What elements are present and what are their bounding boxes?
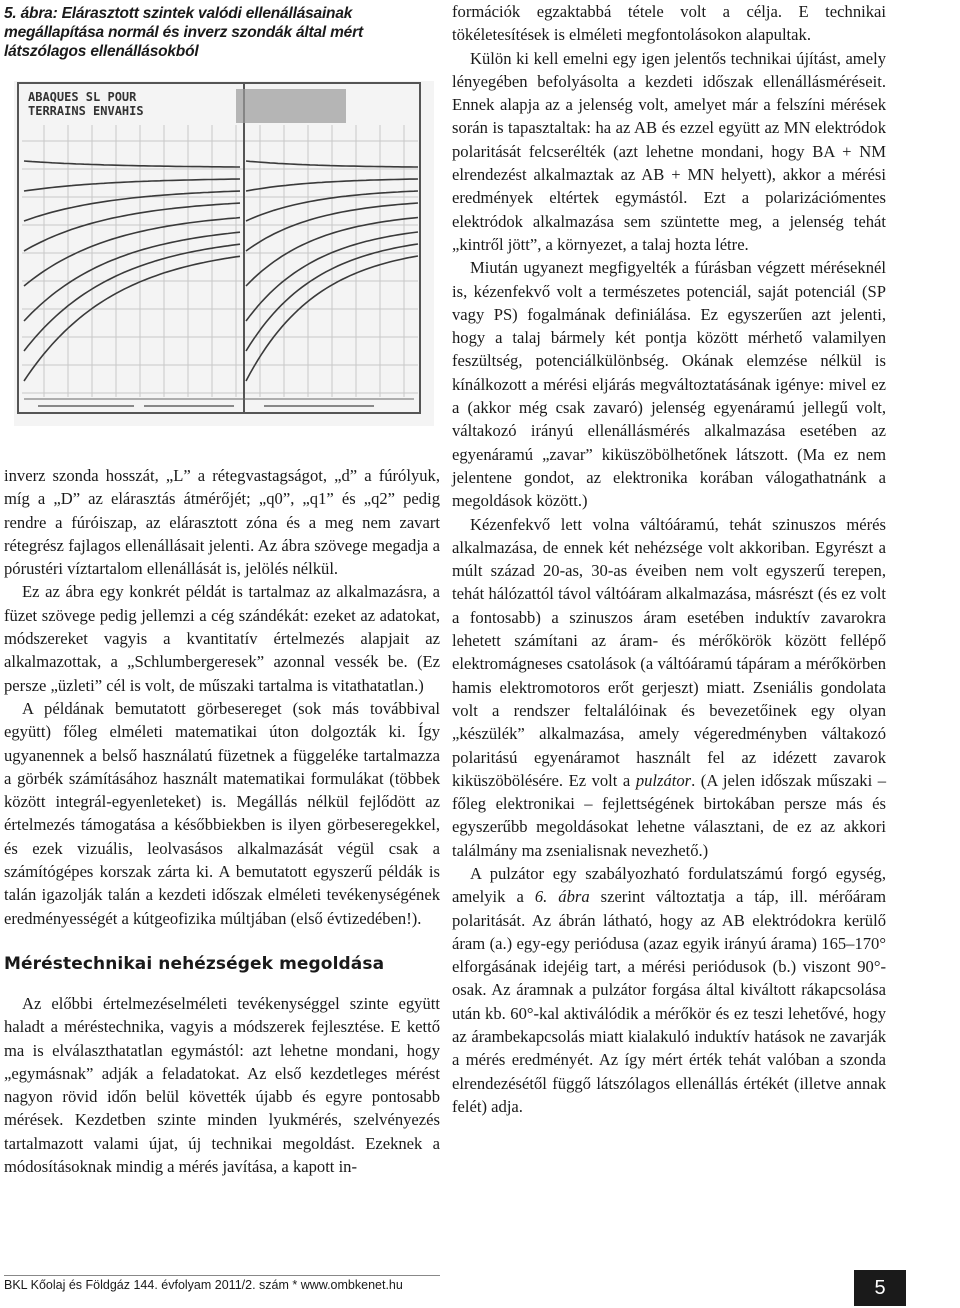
resistivity-chart-image (14, 81, 434, 426)
left-column (4, 0, 440, 1178)
left-paragraph-3: A példának bemutatott görbesereget (sok más továbbival együtt) főleg elméleti matematikai úton dolgozták ki. Így ugyanennek a belső használatú füzetnek a függeléke tartalmazza a görbék számításához használt matematikai formulákat (többek között integrál-egyenleteket) is. Megállás nélkül fejlődött az értelmezés támogatása a későbbiekben is ilyen görbeseregekkel, és ezek vizuális, leolvasásos alkalmazását végül csak a számítógépes korszak zárta ki. A bemutatott egyszerű példák is talán igazolják talán a kezdeti időszak elméleti tevékenységének eredményességét a kútgeofizika múltjában (első évtizedében!). (4, 698, 440, 928)
chart-header-line2: TERRAINS ENVAHIS (28, 104, 144, 118)
page-number: 5 (854, 1270, 906, 1306)
left-paragraph-4: Az előbbi értelmezéselméleti tevékenységgel szinte együtt haladt a méréstechnika, vagyis a módszerek fejlesztése. E kettő ma is elválaszthatatlan egymástól: azt lehetne mondani, hogy „egymásnak” adják a feladatokat. Az első kezdetleges mérést nagyon rövid időn belül követték újabb és egyre pontosabb mérések. Kezdetben szinte minden lyukmérés, szelvényezés tartalmazott valami újat, új technikai megoldást. Ezeknek a módosításoknak mindig a mérés javítása, a kapott in- (4, 993, 440, 1177)
page-footer: BKL Kőolaj és Földgáz 144. évfolyam 2011/2. szám * www.ombkenet.hu (4, 1275, 440, 1292)
pulzator-term: pulzátor (635, 770, 692, 790)
left-paragraph-2: Ez az ábra egy konkrét példát is tartalmaz az alkalmazásra, a füzet szövege pedig jellemzi a cég szándékát: ezeket az adatokat, módszereket vagyis a kvantitatív értelmezés alapjait az alkalmazottak, a „Schlumbergeresek” azonnal vessék be. (Ez persze „üzleti” cél is volt, de műszaki tartalma is vitathatatlan.) (4, 582, 440, 695)
section-heading: Méréstechnikai nehézségek megoldása (4, 953, 385, 974)
right-paragraph-4: Kézenfekvő lett volna váltóáramú, tehát szinuszos mérés alkalmazása, de ennek két nehézsége volt akkoriban. Egyrészt a múlt század 20-as, 30-as éveiben nem volt egyszerű terepen, tehát hálózattól távol váltóáram alkalmazása, másrészt (és ez volt a fontosabb) a szinuszos áram esetében induktív zavarokra lehetett számítani az áram- és mérőkörök között fellépő elektromágneses csatolások (a váltóáramú tápáram a mérőkörben hamis elektromotoros erőt gerjeszt) miatt. Zseniális gondolata volt a rendszer feltalálóinak és bevezetőinek egy olyan „készülék” alkalmazása, amely végeredményben váltakozó polaritású egyenáramot használt fel az idézett zavarok kiküszöbölésére. Ez volt a pulzátor. (A jelen időszak műszaki – főleg elektronikai – fejlettségének birtokában persze más és egyszerűbb megoldásokat lehetne választani, de ez az akkori találmány ma zsenialisnak nevezhető.) (452, 514, 886, 860)
right-column (452, 0, 886, 1118)
right-paragraph-2: Külön ki kell emelni egy igen jelentős technikai újítást, amely lényegében befolyásolta a kezdeti időszak ellenállásméréseit. Ennek alapja az a jelenség volt, amelyet már a felszíni mérések során is tapasztaltak: ha az AB és ezzel együtt az MN elektródok polaritását felcserélték (azt lehetne mondani, hogy BA + NM elrendezést alkalmaztak az AB + MN helyett), akkor a mérési eredmények eltértek egymástól. Ezt a polarizációmentes elektródok alkalmazása sem szüntette meg, a jelenség tehát „kintről jött”, a környezet, a talaj hozta létre. (452, 48, 886, 254)
figure-caption: 5. ábra: Elárasztott szintek valódi ellenállásainak megállapítása normál és inverz szondák által mért látszólagos ellenállásokból (4, 5, 363, 60)
figure-5 (14, 81, 434, 426)
right-paragraph-3: Miután ugyanezt megfigyelték a fúrásban végzett méréseknél is, kézenfekvő volt a természetes potenciál, saját potenciál (SP vagy PS) fogalmának definiálása. Ez egyszerűen azt jelenti, hogy a talaj bármely két pontja között mérhető valamilyen feszültség, potenciálkülönbség. Okának elemzése nélkül is kínálkozott a mérési eljárás megváltoztatásának igénye: mivel ez a (akkor még csak zavaró) jelenség egyenáramú jellegű volt, váltakozó irányú ellenállásmérés alkalmazása esetében az egyenáramú „zavar” kiküszöbölhetőnek látszott. (Ma ez nem jelentene gondot, az elektronika korában válogathatnánk a megoldások között.) (452, 258, 886, 511)
right-paragraph-1: formációk egzaktabbá tétele volt a célja. E technikai tökéletesítések is elméleti megfontolásokon alapultak. (452, 2, 886, 45)
left-paragraph-1: inverz szonda hosszát, „L” a rétegvastagságot, „d” a fúrólyuk, míg a „D” az elárasztás átmérőjét; „q0”, „q1” és „q2” pedig rendre a fúróiszap, az elárasztott zóna és a meg nem zavart rétegrész fajlagos ellenállásait jelenti. Az ábra szövege megadja a pórustéri víztartalom ellenállását is, jelölés nélkül. (4, 466, 440, 579)
figure-6-reference: 6. ábra (534, 887, 590, 907)
chart-header-line1: ABAQUES SL POUR (28, 90, 137, 104)
right-paragraph-5: A pulzátor egy szabályozható fordulatszámú forgó egység, amelyik a 6. ábra szerint változtatja a táp, ill. mérőáram polaritását. Az ábrán látható, hogy az AB elektródokra kerülő áram (a.) egy-egy periódusa (azaz egyik irányú árama) 165–170° elforgásának idejéig tart, a mérési periódusok (b.) viszont 90°-osak. Az áramnak a pulzátor forgása által kiváltott rákapcsolása után kb. 60°-kal aktiválódik a mérőkör és ez teszi lehetővé, hogy az árambekapcsolás miatt kialakuló induktív hatások ne zavarják a mérés eredményét. Az így mért érték tehát valóban a szonda elrendezésétől függő látszólagos ellenállás értékét (illetve annak felét) adja. (452, 863, 886, 1116)
